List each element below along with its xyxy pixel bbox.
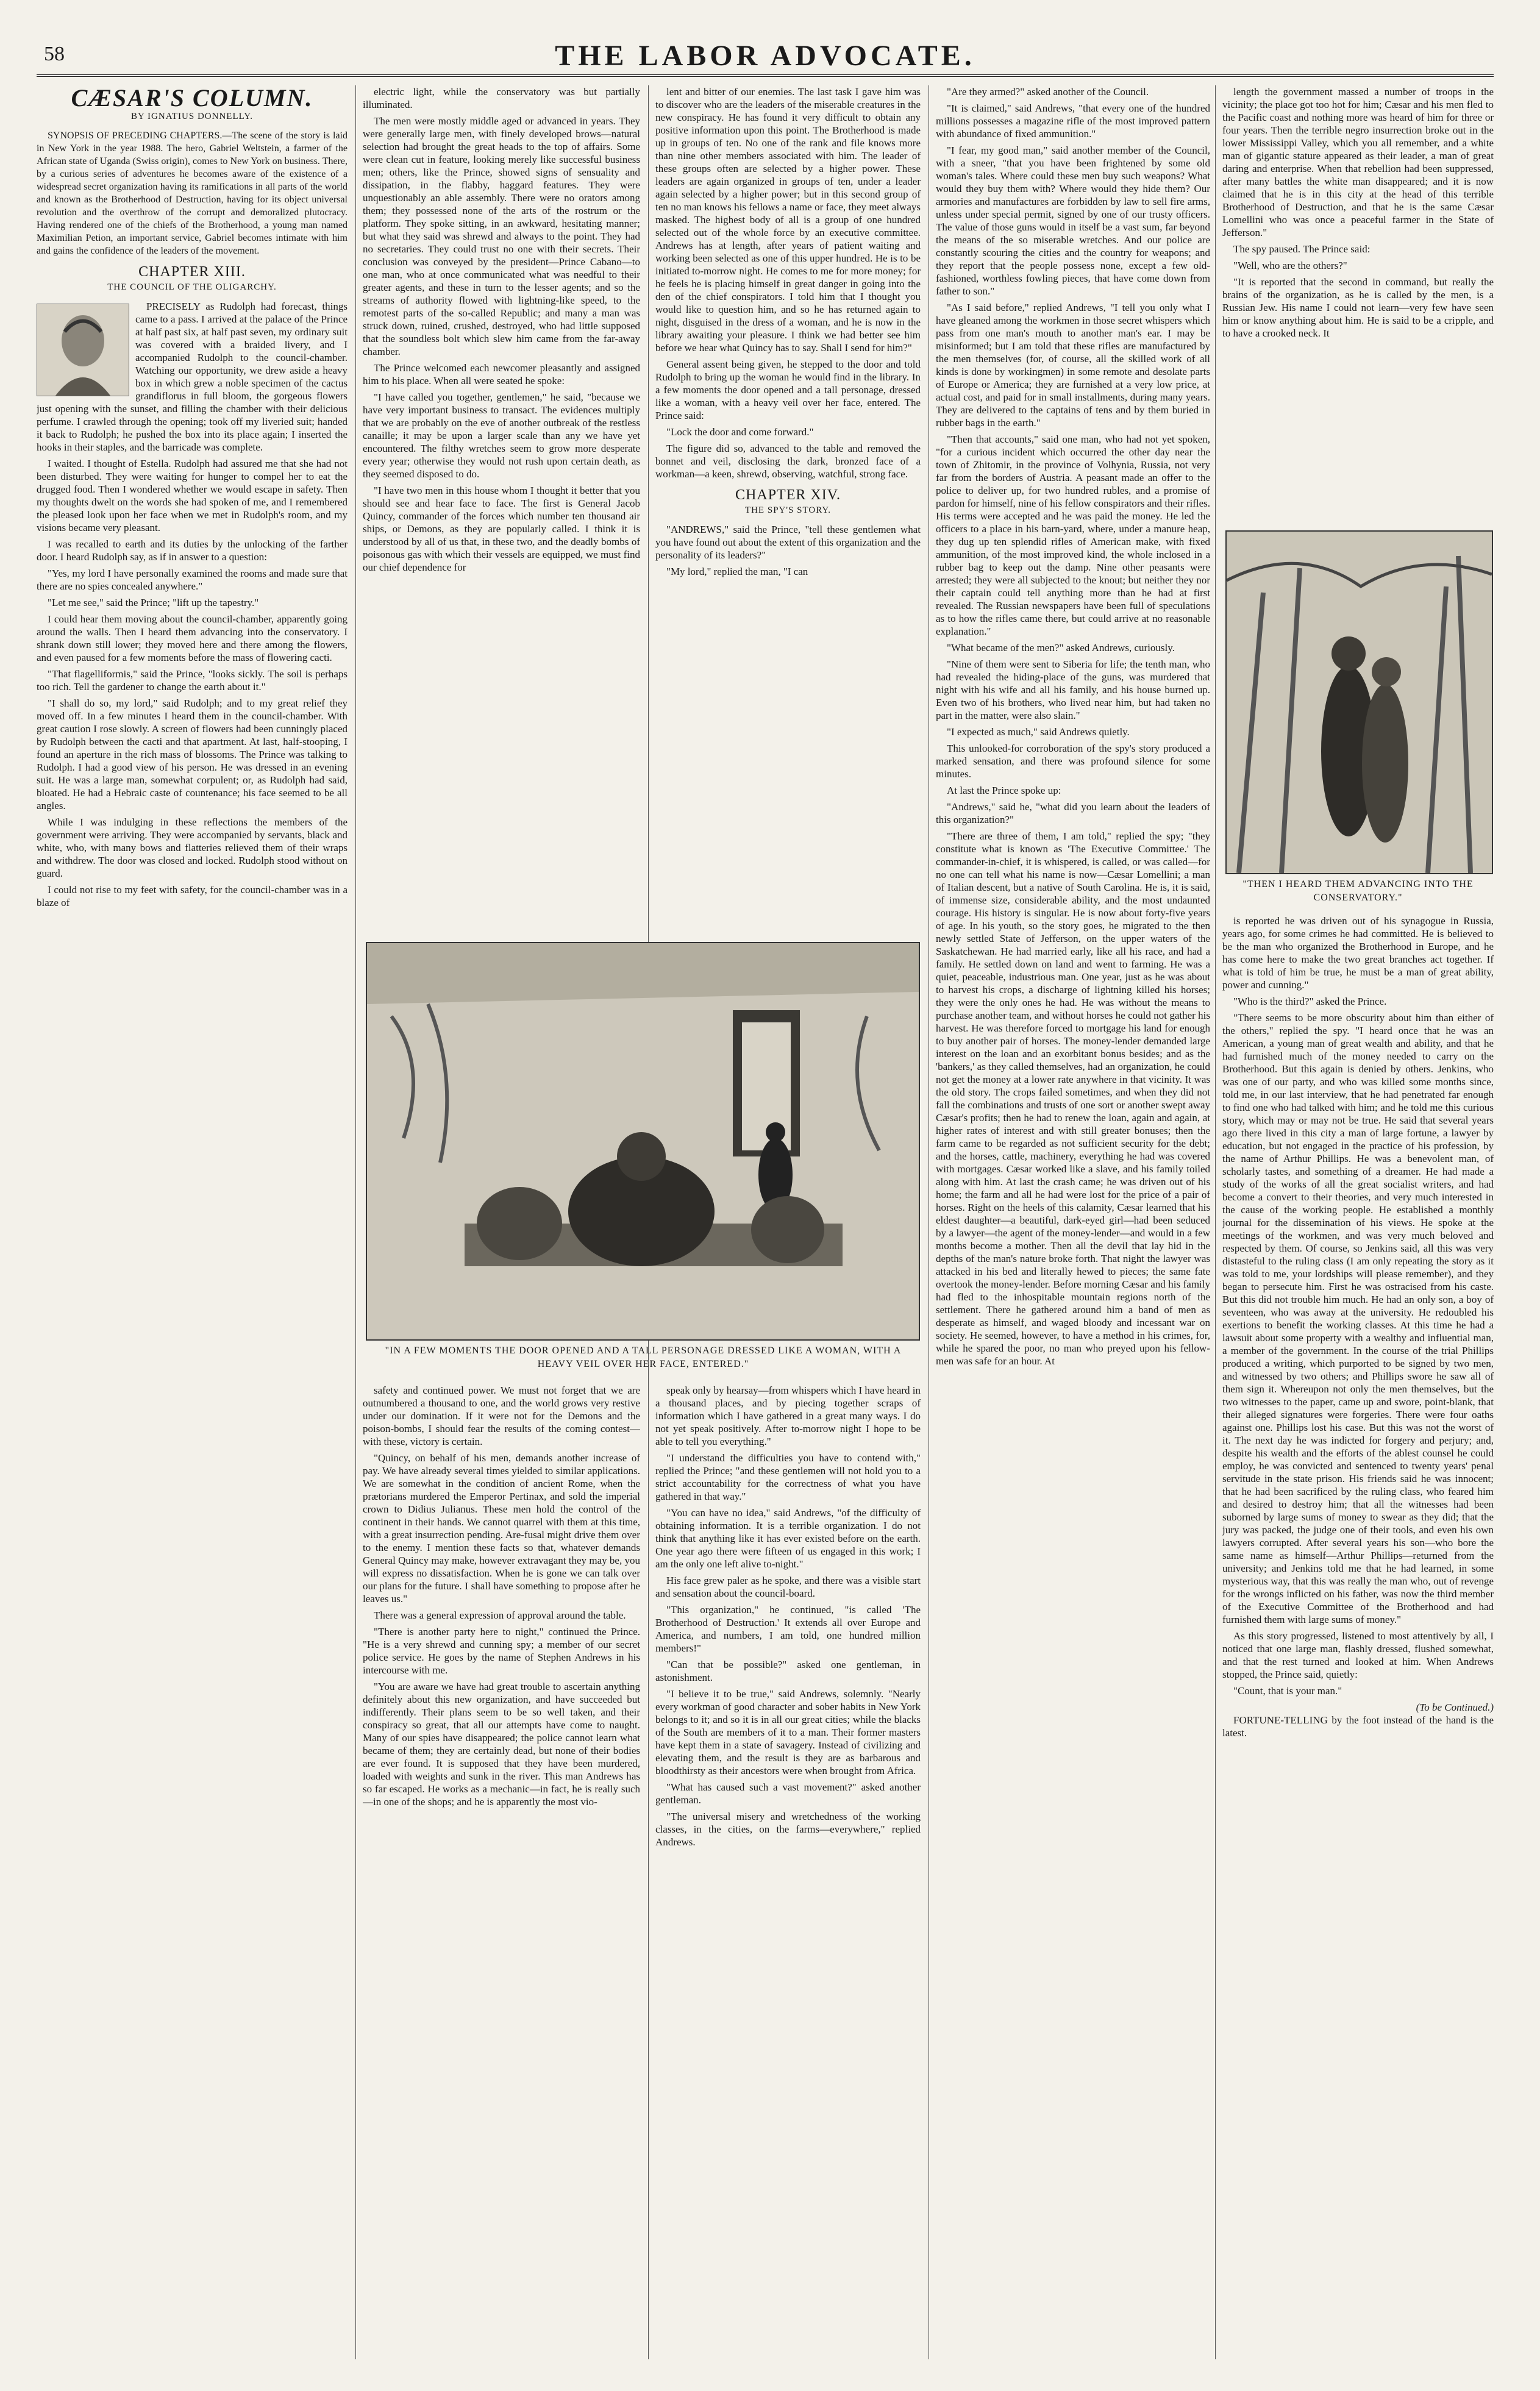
column-5-top	[1222, 85, 1494, 524]
chapter-heading: CHAPTER XIII.	[138, 264, 246, 280]
paragraph: safety and continued power. We must not forget that we are outnumbered a thousand to one, and the world grows very restive under our domination. If it were not for the Demons and the poison-bombs, I should fear the results of the coming contest—with these, victory is certain.	[363, 1384, 640, 1447]
column-4	[936, 85, 1210, 2359]
paragraph: This unlooked-for corroboration of the spy's story produced a marked sensation, and there was profound silence for some minutes.	[936, 743, 1210, 780]
column-2-top	[363, 85, 640, 933]
illustration-caption: "IN A FEW MOMENTS THE DOOR OPENED AND A TALL PERSONAGE DRESSED LIKE A WOMAN, WITH A HEAVY VEIL OVER HER FACE, ENTERED."	[385, 1345, 902, 1369]
paragraph: "What became of the men?" asked Andrews, curiously.	[947, 642, 1175, 654]
to-be-continued: (To be Continued.)	[1416, 1701, 1494, 1713]
column-rule	[1215, 85, 1216, 2359]
paragraph: "Yes, my lord I have personally examined the rooms and made sure that there are no spies concealed anywhere."	[37, 568, 348, 592]
paragraph: electric light, while the conservatory was but partially illuminated.	[363, 86, 640, 110]
paragraph: "Let me see," said the Prince; "lift up the tapestry."	[48, 597, 259, 608]
paragraph: The figure did so, advanced to the table and removed the bonnet and veil, disclosing the dark, bronzed face of a workman—a keen, shrewd, observing, watchful, strong face.	[655, 443, 921, 480]
notice: FORTUNE-TELLING by the foot instead of the hand is the latest.	[1222, 1714, 1494, 1739]
engraving-conservatory	[1225, 530, 1493, 874]
column-3-top	[655, 85, 921, 933]
chapter-title: THE COUNCIL OF THE OLIGARCHY.	[107, 282, 277, 292]
paragraph: "There is another party here to night," continued the Prince. "He is a very shrewd and cunning spy; a member of our secret police service. He goes by the name of Stephen Andrews in his intercourse with me.	[363, 1626, 640, 1676]
column-title: CÆSAR'S COLUMN.	[71, 85, 313, 112]
paragraph: "The universal misery and wretchedness of the working classes, in the cities, on the farms—everywhere," replied Andrews.	[655, 1811, 921, 1848]
paragraph: I could hear them moving about the council-chamber, apparently going around the walls. Then I heard them advancing into the conservatory. I shrank down still lower; they moved here and there among the flowers, and even paused for a few moments before the mass of flowering cacti.	[37, 613, 348, 663]
paragraph: "Lock the door and come forward."	[666, 426, 814, 438]
paragraph: "That flagelliformis," said the Prince, "looks sickly. The soil is perhaps too rich. Tell the gardener to change the earth about it."	[37, 668, 348, 693]
engraving-council-chamber	[366, 942, 920, 1341]
author-portrait	[37, 304, 129, 396]
page-number: 58	[44, 43, 65, 65]
chapter-heading: CHAPTER XIV.	[735, 487, 841, 503]
page-header	[37, 38, 1494, 77]
paragraph: "Quincy, on behalf of his men, demands another increase of pay. We have already several times yielded to similar applications. We are somewhat in the condition of ancient Rome, when the prætorians murdered the Emperor Pertinax, and sold the imperial crown to Didius Julianus. These men hold the control of the continent in their hands. We cannot quarrel with them at this time, with a great insurrection pending. Are-fusal might drive them over to the enemy. I mention these facts so that, whatever demands General Quincy may make, however extravagant they may be, you will express no dissatisfaction. When he is gone we can talk over our plans for the future. I shall have something to propose after he leaves us."	[363, 1452, 640, 1605]
illustration-caption: "THEN I HEARD THEM ADVANCING INTO THE CONSERVATORY."	[1242, 879, 1474, 903]
paragraph: I waited. I thought of Estella. Rudolph had assured me that she had not been disturbed. They were waiting for hunger to compel her to eat the drugged food. Then I wondered whether we would escape in safety. Then my thoughts dwelt on the words she had spoken of me, and I remembered the pleased look upon her face when we met in Rudolph's room, and my visions became very pleasant.	[37, 458, 348, 533]
paragraph: General assent being given, he stepped to the door and told Rudolph to bring up the woman he would find in the library. In a few moments the door opened and a tall personage, dressed like a woman, with a heavy veil over her face, entered. The Prince said:	[655, 358, 921, 421]
paragraph: "I understand the difficulties you have to contend with," replied the Prince; "and these gentlemen will not hold you to a strict accountability for the correctness of what you have gathered in that way."	[655, 1452, 921, 1502]
paragraph: "As I said before," replied Andrews, "I tell you only what I have gleaned among the workmen in those secret whispers which pass from one man's mouth to another man's ear. I may be misinformed; but I am told that these rifles are manufactured by the men themselves (for, of course, all the skilled work of all kinds is done by workingmen) in some remote and desolate parts of Europe or America; they are furnished at a very low price, at actual cost, and paid for in small installments, during many years. They are delivered to the captains of tens and by them buried in rubber bags in the earth."	[936, 302, 1210, 429]
paragraph: "Well, who are the others?"	[1233, 260, 1347, 271]
paragraph: "Can that be possible?" asked one gentleman, in astonishment.	[655, 1659, 921, 1683]
synopsis: SYNOPSIS OF PRECEDING CHAPTERS.—The scene of the story is laid in New York in the year 1988. The hero, Gabriel Weltstein, a farmer of the African state of Uganda (Swiss origin), comes to New York on business. There, by a curious series of adventures he becomes aware of the existence of a widespread secret organization having its ramifications in all parts of the world and known as the Brotherhood of Destruction, having for its object universal revolution and the overthrow of the corrupt and demoralized plutocracy. Having rendered one of the chiefs of the Brotherhood, a young man named Maximilian Petion, an important service, Gabriel becomes intimate with him and gains the confidence of the leaders of the movement.	[37, 130, 348, 256]
paragraph: "My lord," replied the man, "I can	[666, 566, 808, 577]
column-5-bottom	[1222, 914, 1494, 2359]
paragraph: "You can have no idea," said Andrews, "of the difficulty of obtaining information. It is a terrible organization. I do not think that anything like it has ever existed before on the earth. One year ago there were fifteen of us engaged in this work; I am the only one left alive to-night."	[655, 1507, 921, 1570]
paragraph: As this story progressed, listened to most attentively by all, I noticed that one large man, flashly dressed, flushed somewhat, and that the rest turned and looked at him. When Andrews stopped, the Prince said, quietly:	[1222, 1630, 1494, 1680]
paragraph: "Nine of them were sent to Siberia for life; the tenth man, who had revealed the hiding-place of the guns, was murdered that night with his wife and all his family, and his house burned up. Even two of his brothers, who lived near him, but had taken no part in the matter, were also slain."	[936, 658, 1210, 721]
paragraph: I was recalled to earth and its duties by the unlocking of the farther door. I heard Rudolph say, as if in answer to a question:	[37, 538, 348, 563]
paragraph: "I have called you together, gentlemen," he said, "because we have very important business to transact. The evidences multiply that we are probably on the eve of another outbreak of the restless canaille; it may be upon a larger scale than any we have yet encountered. The filthy wretches seem to grow more desperate every year; otherwise they would not rush upon certain death, as they seemed disposed to do.	[363, 391, 640, 480]
paragraph: "Andrews," said he, "what did you learn about the leaders of this organization?"	[936, 801, 1210, 825]
paragraph: "I fear, my good man," said another member of the Council, with a sneer, "that you have been frightened by some old woman's tales. Where could these men buy such weapons? What would they buy them with? Where would they hide them? Our armories and manufactures are forbidden by law to sell fire arms, unless under special permit, signed by one of our trusty officers. The value of those guns would in itself be a vast sum, far beyond the means of the so miserable wretches. And our police are constantly scouring the cities and the country for weapons; and they report that the people possess none, except a few old-fashioned, worthless fowling pieces, that have come down from father to son."	[936, 144, 1210, 297]
paragraph: "This organization," he continued, "is called 'The Brotherhood of Destruction.' It extends all over Europe and America, and numbers, I am told, one hundred million members!"	[655, 1604, 921, 1654]
paragraph: "It is claimed," said Andrews, "that every one of the hundred millions possesses a magazine rifle of the most improved pattern with abundance of fixed ammunition."	[936, 102, 1210, 140]
paragraph: is reported he was driven out of his synagogue in Russia, years ago, for some crimes he had committed. He is believed to be the man who organized the Brotherhood in Europe, and he has come here to make the two great branches act together. If what is told of him be true, he must be a man of great ability, power and cunning."	[1222, 915, 1494, 991]
paragraph: At last the Prince spoke up:	[947, 785, 1061, 796]
paragraph: "What has caused such a vast movement?" asked another gentleman.	[655, 1781, 921, 1806]
paragraph: The spy paused. The Prince said:	[1233, 243, 1371, 255]
paragraph: There was a general expression of approval around the table.	[374, 1609, 626, 1621]
paragraph: PRECISELY as Rudolph had forecast, things came to a pass. I arrived at the palace of the Prince at half past six, at half past seven, my ordinary suit was covered with a braided livery, and I accompanied Rudolph to the council-chamber. Watching our opportunity, we drew aside a heavy box in which grew a noble specimen of the cactus grandiflorus in full bloom, the gorgeous flowers just opening with the sunset, and filling the chamber with their delicious perfume. I crawled through the opening; took off my liveried suit; handed it back to Rudolph; he pushed the box into its place again; I inserted the hooks in their staples, and the barricade was complete.	[37, 301, 348, 453]
paragraph: "I shall do so, my lord," said Rudolph; and to my great relief they moved off. In a few minutes I heard them in the council-chamber. With great caution I rose slowly. A screen of flowers had been cunningly placed by Rudolph between the cacti and that apartment. At last, half-stooping, I found an aperture in the rich mass of blossoms. The Prince was talking to Rudolph. I had a good view of his person. He was dressed in an evening suit. He was a large man, somewhat corpulent; or, as Rudolph had said, bloated. He had a Hebraic caste of countenance; his face seemed to be all angles.	[37, 697, 348, 811]
paragraph: "I believe it to be true," said Andrews, solemnly. "Nearly every workman of good character and sober habits in New York belongs to it; and so it is in all our great cities; while the blacks of the South are members of it to a man. Their former masters have kept them in a state of savagery. Instead of civilizing and elevating them, and the result is they are as barbarous and bloodthirsty as their ancestors were when brought from Africa.	[655, 1688, 921, 1776]
column-rule	[355, 85, 356, 2359]
paragraph: "Count, that is your man."	[1233, 1685, 1342, 1697]
paragraph: "I have two men in this house whom I thought it better that you should see and hear face to face. The first is General Jacob Quincy, commander of the forces which number ten thousand air ships, or Demons, as they are popularly called. I think it is understood by all of us that, in these two, and the deadly bombs of poisonous gas with which their vessels are equipped, we must find our chief dependence for	[363, 485, 640, 573]
paragraph: lent and bitter of our enemies. The last task I gave him was to discover who are the leaders of the miserable creatures in the new conspiracy. He has found it very difficult to obtain any positive information upon this point. The Brotherhood is made up in groups of ten. No one of the rank and file knows more than nine other members associated with him. The leader of these groups often are selected by a higher power. These leaders are again organized in groups of ten, under a leader again selected by a higher power; but in this second group of ten no man knows his fellows a name or face, they meet always masked. The highest body of all is a group of one hundred selected out of the whole force by an executive committee. Andrews has at length, after years of patient waiting and working been selected as one of this upper hundred. He is to be initiated to-morrow night. He comes to me for more money; for he feels he is placing himself in great danger in going into the den of the chief conspirators. I told him that I thought you would like to question him, and so he has returned again to night, disguised in the dress of a woman, and he is now in the library awaiting your pleasure. I think we had better see him before we hear what Quincy has to say. Shall I send for him?"	[655, 86, 921, 354]
paragraph: I could not rise to my feet with safety, for the council-chamber was in a blaze of	[37, 884, 348, 908]
paragraph: "You are aware we have had great trouble to ascertain anything definitely about this new organization, and have succeeded but indifferently. Their plans seem to be so well taken, and their conspiracy so great, that all our attempts have come to naught. Many of our spies have disappeared; the police cannot learn what became of them; they are certainly dead, but none of their bodies are ever found. It is supposed that they have been murdered, loaded with weights and sunk in the river. This man Andrews has so far escaped. He works as a mechanic—in fact, he is really such—in one of the shops; and he is apparently the most vio-	[363, 1681, 640, 1808]
column-1	[37, 85, 348, 2359]
paragraph: "Are they armed?" asked another of the Council.	[947, 86, 1149, 98]
paragraph: "Who is the third?" asked the Prince.	[1233, 996, 1387, 1007]
column-2-bottom	[363, 1384, 640, 2359]
paragraph: His face grew paler as he spoke, and there was a visible start and sensation about the council-board.	[655, 1575, 921, 1599]
paragraph: "There seems to be more obscurity about him than either of the others," replied the spy. "I heard once that he was an American, a young man of great wealth and ability, and that he had furnished much of the money needed to carry on the Brotherhood. But this again is denied by others. Jenkins, who was one of our party, and who was killed some months since, told me, in our last interview, that he had penetrated far enough to find one who had talked with him; and he told me this curious story, which may or may not be true. He said that several years ago there lived in this city a man of large fortune, a lawyer by education, but not engaged in the practice of his profession, by the name of Arthur Phillips. He was a benevolent man, of scholarly tastes, and something of a dreamer. He had made a study of the works of all the great socialist writers, and had become a convert to their theories, and very much interested in the cause of the working people. He established a monthly journal for the dissemination of his views. He spoke at the meetings of the workmen, and was very much beloved and respected by them. Of course, so Jenkins said, all this was very distasteful to the ruling class (I am only repeating the story as it was told to me, your lordships will please remember), and they began to persecute him. First he was ostracised from his caste. But this did not trouble him much. He had an only son, a boy of seventeen, who was away at the university. He redoubled his exertions to benefit the working classes. At this time he had a lawsuit about some property with a wealthy and influential man, a member of the government. In the course of the trial Phillips produced a writing, which purported to be signed by two men, and witnessed by two others; and Phillips swore he saw all of them sign it. Whereupon not only the men themselves, but the two witnesses to the paper, came up and swore, point-blank, that their alleged signatures were forgeries. There were four oaths against one. Phillips lost his case. But this was not the worst of it. The next day he was indicted for forgery and perjury; and, despite his wealth and the efforts of the ablest counsel he could employ, he was convicted and sentenced to twenty years' penal servitude in the state prison. His friends said he was innocent; that he had been sacrificed by the ruling class, who feared him and desired to destroy him; that all the witnesses had been suborned by large sums of money to swear as they did; that the jury was packed, the judge one of their tools, and even his own lawyers corrupted. After several years his son—who bore the same name as himself—Arthur Phillips—returned from the university; and Jenkins told me that he had learned, in some mysterious way, that this was really the man who, out of revenge for the wrongs inflicted on his father, was now the third member of the Executive Committee of the Brotherhood and had furnished them with large sums of money."	[1222, 1012, 1494, 1625]
paragraph: "ANDREWS," said the Prince, "tell these gentlemen what you have found out about the extent of this organization and the personality of its leaders?"	[655, 524, 921, 561]
paragraph: "There are three of them, I am told," replied the spy; "they constitute what is known as 'The Executive Committee.' The commander-in-chief, it is whispered, is called, or was called—for no one can tell what his name is now—Cæsar Lomellini; a man of Italian descent, but a native of South Carolina. He is, it is said, of immense size, considerable ability, and the most undaunted courage. His history is singular. He is now about forty-five years of age. In his youth, so the story goes, he migrated to the then newly settled State of Jefferson, on the upper waters of the Saskatchewan. He had married early, like all his race, and had a family. He settled down on land and went to farming. He was a quiet, peaceable, industrious man. One year, just as he was about to harvest his crops, a discharge of lightning killed his horses; they were the only ones he had. He was without the means to purchase another team, and without horses he could not gather his harvest. He was therefore forced to mortgage his land for enough to buy another pair of horses. The money-lender demanded large interest on the loan and an exorbitant bonus besides; and as the 'bankers,' as they called themselves, had an organization, he could not get the money at a lower rate anywhere in that vicinity. It was the old story. The crops failed sometimes, and when they did not fall the combinations and trusts of one sort or another swept away Cæsar's profits; then he had to renew the loan, again and again, at higher rates of interest and with still greater bonuses; then the farm came to be regarded as not sufficient security for the debt; and the horses, cattle, machinery, everything he had was covered with mortgages. Cæsar worked like a slave, and his family toiled along with him. At last the crash came; he was driven out of his home; the farm and all he had were lost for the price of a pair of horses. Right on the heels of this calamity, Cæsar learned that his eldest daughter—a beautiful, dark-eyed girl—had been seduced by a lawyer—the agent of the money-lender—and would in a few months become a mother. Then all the devil that lay hid in the depths of the man's nature broke forth. That night the lawyer was attacked in his bed and literally hewed to pieces; the same fate overtook the money-lender. Before morning Cæsar and his family had fled to the inhospitable mountain regions north of the settlement. There he gathered around him a band of men as desperate as himself, and waged bloody and incessant war on society. He seemed, however, to have a method in his crimes, for, while he spared the poor, no man who preyed upon his fellow-men was safe for an hour. At	[936, 830, 1210, 1367]
column-3-bottom	[655, 1384, 921, 2359]
paragraph: "I expected as much," said Andrews quietly.	[947, 726, 1130, 738]
paragraph: length the government massed a number of troops in the vicinity; the place got too hot for him; Cæsar and his men fled to the Pacific coast and nothing more was heard of him for three or four years. Then the terrible negro insurrection broke out in the lower Mississippi Valley, which you all remember, and a white man of gigantic stature appeared as their leader, a man of great daring and enterprise. When that rebellion had been suppressed, after many battles the white man disappeared; and it is now claimed that he is in this city at the head of this terrible Brotherhood of Destruction, and that he is the same Cæsar Lomellini who was once a peaceful farmer in the State of Jefferson."	[1222, 86, 1494, 238]
chapter-title: THE SPY'S STORY.	[744, 505, 832, 515]
byline: BY IGNATIUS DONNELLY.	[131, 112, 253, 121]
paragraph: The Prince welcomed each newcomer pleasantly and assigned him to his place. When all were seated he spoke:	[363, 362, 640, 387]
paragraph: The men were mostly middle aged or advanced in years. They were generally large men, with finely developed brows—natural selection had brought the great heads to the top of affairs. Some were clean cut in feature, looking merely like successful business men; others, like the Prince, showed signs of sensuality and dissipation, in the flabby, haggard features. They were unquestionably an able assembly. There were no orators among them; they possessed none of the arts of the rostrum or the platform. They spoke sitting, in an awkward, hesitating manner; but what they said was shrewd and always to the point. They had no secretaries. They could trust no one with their secrets. Their conclusion was conveyed by the president—Prince Cabano—to one man, who at once communicated what was needful to their greater agents, and these in turn to the lesser agents; and so the streams of authority flowed with lightning-like speed, to the remotest parts of the so-called Republic; and many a man was struck down, ruined, crushed, destroyed, who had little supposed that the soundless bolt which slew him came from the far-away chamber.	[363, 115, 640, 357]
paragraph: "Then that accounts," said one man, who had not yet spoken, "for a curious incident which occurred the other day near the town of Zhitomir, in the province of Volhynia, Russia, not very far from the borders of Austria. A peasant made an offer to the police to deliver up, for two hundred rubles, and a promise of pardon for himself, nine of his fellow conspirators and their rifles. His terms were accepted and he was paid the money. He led the officers to a place in his barn-yard, where, under a manure heap, they dug up ten splendid rifles of American make, with fixed ammunition, of the most improved kind, the whole inclosed in a rubber bag to keep out the damp. Nine other peasants were arrested; they were all subjected to the knout; but neither they nor their captain could tell anything more than he had at first revealed. The Russian newspapers have been full of speculations as to how the rifles came there, but could arrive at no reasonable explanation."	[936, 433, 1210, 637]
paragraph: While I was indulging in these reflections the members of the government were arriving. They were accompanied by servants, black and white, who, with many bows and flatteries relieved them of their wraps and withdrew. The door was closed and locked. Rudolph stood without on guard.	[37, 816, 348, 879]
paragraph: speak only by hearsay—from whispers which I have heard in a thousand places, and by piecing together scraps of information which I have gathered in a great many ways. I do not yet speak positively. After to-morrow night I hope to be able to tell you everything."	[655, 1384, 921, 1447]
masthead: THE LABOR ADVOCATE.	[555, 40, 975, 72]
paragraph: "It is reported that the second in command, but really the brains of the organization, as he is called by the men, is a Russian Jew. His name I could not learn—very few have seen him or know anything about him. He is said to be a cripple, and to have a crooked neck. It	[1222, 276, 1494, 339]
